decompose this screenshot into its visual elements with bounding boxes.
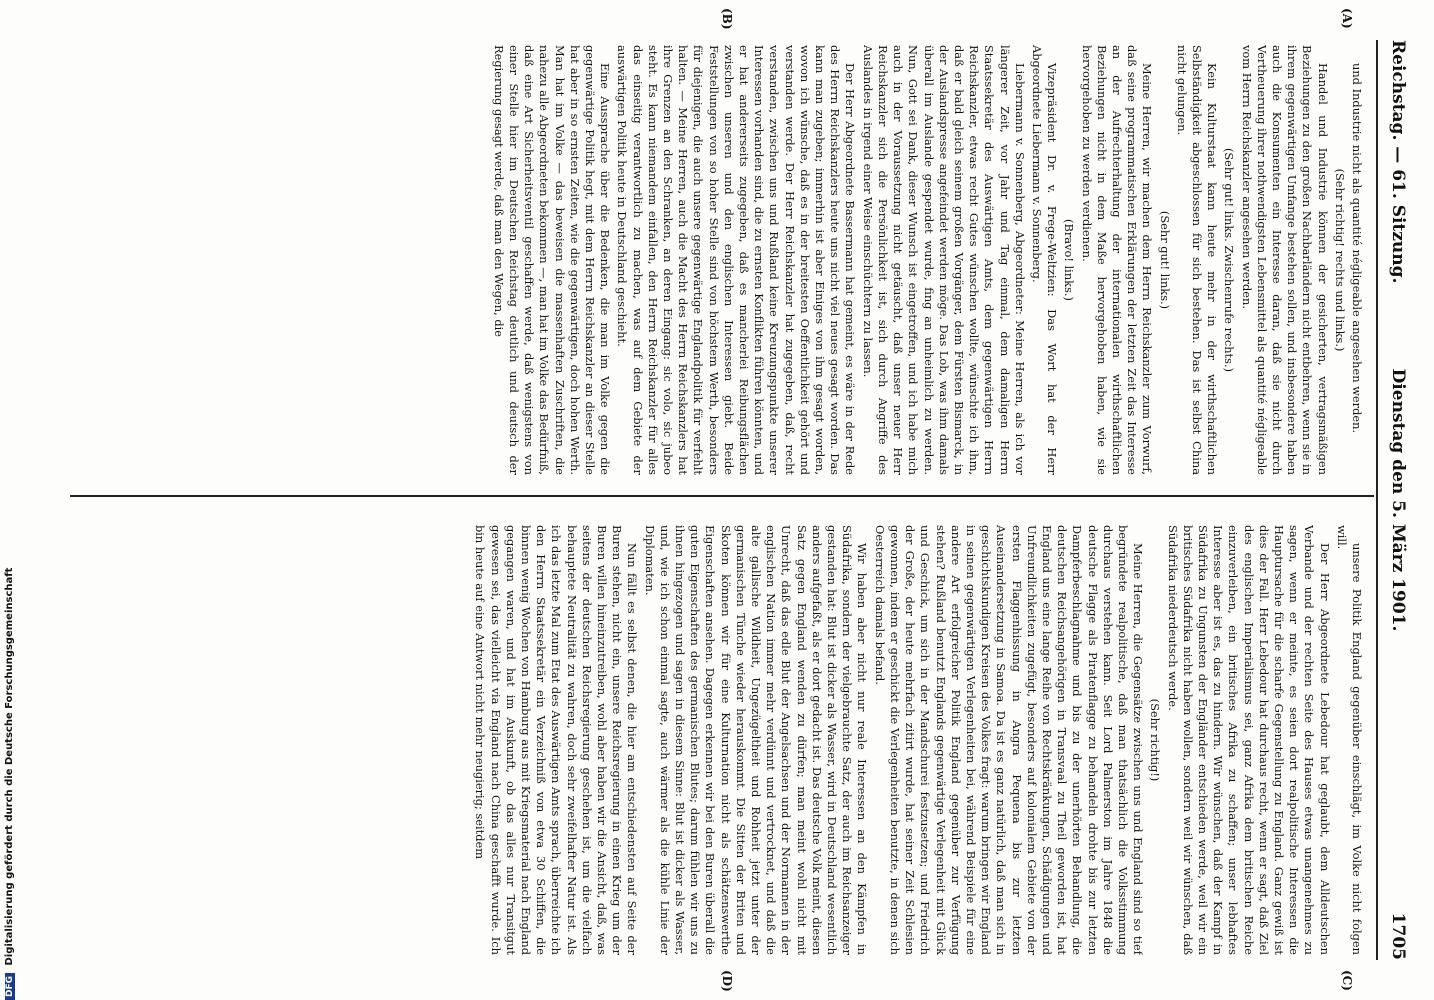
paragraph: Meine Herren, wir machen dem Herrn Reichskanzler zum Vorwurf, daß seine programmatischen Erklärungen der letzten Zeit das Interesse an der Aufrechterhaltung der internationalen wirthschaftlichen Beziehungen nicht in dem Maße hervorgehoben haben, wie sie hervorgehoben zu werden verdienen. (1079, 45, 1155, 475)
paragraph: unsere Politik England gegenüber einschlägt, im Volke nicht folgen will. (1334, 525, 1364, 955)
column-rule (70, 495, 1374, 497)
paragraph: Handel und Industrie können der gesicherten, vertragsmäßigen Beziehungen zu den großen Nachbarländern nicht entbehren, wenn sie in ihrem gegenwärtigen Umfange bestehen sollen, und insbesondere haben auch die Konsumenten ein Interesse daran, daß sie nicht durch Vertheuerung ihrer nothwendigsten Lebensmittel als quantité négligeable vom Herrn Reichskanzler angesehen werden. (1239, 45, 1330, 475)
paragraph: Liebermann v. Sonnenberg, Abgeordneter: Meine Herren, als ich vor längerer Zeit, vor Jahr und Tag einmal, dem damaligen Herrn Staatssekretär des Auswärtigen Amts, dem gegenwärtigen Herrn Reichskanzler, etwas recht Gutes wünschen wollte, wünschte ich ihm, daß er bald gleich seinem großen Vorgänger, dem Fürsten Bismarck, in der Auslandspresse angefeindet werden möge. Das Lob, was ihm damals überall im Auslande gespendet wurde, fing an unheimlich zu werden. Nun, Gott sei Dank, dieser Wunsch ist eingetroffen, und ich habe mich auch in der Voraussetzung nicht getäuscht, daß unser neuer Herr Reichskanzler sich die Persönlichkeit ist, sich durch Angriffe des Auslandes in irgend einer Weise einschüchtern zu lassen. (860, 45, 1027, 475)
paragraph: Eine Aussprache über die Bedenken, die man im Volke gegen die gegenwärtige Politik hegt, mit dem Herrn Reichskanzler an dieser Stelle hat aber in so ernsten Zeiten, wie die gegenwärtigen, doch hohen Werth. Man hat im Volke — das beweisen die massenhaften Zuschriften, die nahezu alle Abgeordneten bekommen —, man hat im Volke das Bedürfniß, daß eine Art Sicherheitsventil geschaffen werde, daß wenigstens von einer Stelle hier im Deutschen Reichstag deutlich und deutsch der Regierung gesagt werde, daß man den Wegen, die (491, 45, 613, 475)
header-date: Dienstag den 5. März 1901. (1388, 368, 1408, 632)
interjection: (Sehr richtig!) (1148, 698, 1163, 782)
interjection: (Sehr gut! links. Zwischenrufe rechts.) (1222, 147, 1237, 373)
credit-text: Digitalisierung gefördert durch die Deutsche Forschungsgemeinschaft (4, 567, 15, 966)
interjection: (Sehr richtig! rechts und links.) (1332, 168, 1347, 352)
header-rule (1376, 40, 1378, 960)
interjection: (Sehr gut! links.) (1157, 210, 1172, 310)
dfg-logo: DFG (5, 973, 15, 1000)
page-header (1382, 40, 1412, 960)
header-page-number: 1705 (1388, 912, 1408, 960)
digitization-credit (0, 8, 20, 997)
text-column-left (70, 45, 1364, 475)
paragraph: Vizepräsident Dr. v. Frege-Weltzien: Das Wort hat der Herr Abgeordnete Liebermann v. Sonnenberg. (1029, 45, 1060, 475)
paragraph: Der Herr Abgeordnete Lebedour hat geglaubt, dem Alldeutschen Verbande und der rechten Seite des Hauses etwas unangenehmes zu sagen, wenn er meinte, es seien dort realpolitische Interessen die Hauptursache für die scharfe Gegenstellung zu England. Ganz gewiß ist dies der Fall. Herr Lebedour hat durchaus recht, wenn er sagt, daß Ziel des englischen Imperialismus sei, ganz Afrika dem britischen Reiche einzuverleiben, ein britisches Afrika zu schaffen; unser lebhaftes Interesse aber ist es, das zu hindern. Wir wünschen, daß der Kampf in Südafrika zu Ungunsten der Engländer entschieden werde, weil wir ein britisches Südafrika nicht haben wollen, sondern weil wir wünschen, daß Südafrika niederdeutsch werde. (1165, 525, 1332, 955)
header-session: Reichstag. — 61. Sitzung. (1388, 40, 1408, 284)
paragraph: Meine Herren, die Gegensätze zwischen uns und England sind so tief begründete realpolitische, daß man thatsächlich die Volksstimmung durchaus verstehen kann. Seit Lord Palmerston im Jahre 1848 die deutsche Flagge als Piratenflagge zu behandeln drohte bis zur letzten Dampferbeschlagnahme und bis zu der unerhörten Behandlung, die deutschen Reichsangehörigen in Transvaal zu Theil geworden ist, hat England uns eine lange Reihe von Rechtskränkungen, Schädigungen und Unfreundlichkeiten zugefügt, besonders auf kolonialem Gebiete von der ersten Flaggenhissung in Angra Pequena bis zur letzten Auseinandersetzung in Samoa. Da ist es ganz natürlich, daß man sich in geschichtskundigen Kreisen des Volkes fragt: warum bringen wir England in seinen gegenwärtigen Verlegenheiten bei, während Beispiele für eine andere Art erfolgreicher Politik England gegenüber zur Verfügung stehen? Rußland benutzt Englands gegenwärtige Verlegenheit mit Glück und Geschick, um sich in der Mandschurei festzusetzen; und Friedrich der Große, der heute mehrfach zitirt wurde, hat seiner Zeit Schlesien gewonnen, indem er geschickt die Verlegenheiten benutzte, in denen sich Oesterreich damals befand. (872, 525, 1146, 955)
paragraph: Wir haben aber nicht nur reale Interessen an den Kämpfen in Südafrika, sondern der vielgebrauchte Satz, der auch im Reichsanzeiger gestanden hat: Blut ist dicker als Wasser, wird in Deutschland wesentlich anders aufgefaßt, als er dort gedacht ist. Das deutsche Volk meint, diesen Satz gegen England wenden zu dürfen; man meint wohl nicht mit Unrecht, daß das edle Blut der Angelsachsen und der Normannen in der englischen Nation immer mehr verdünnt und vertrocknet, und daß die alte gallische Wildheit, Ungezügeltheit und Rohheit jetzt unter der germanischen Tünche wieder herauskommt. Die Sitten der Briten und Skoten können wir für eine Kulturnation nicht als schätzenswerthe Eigenschaften ansehen. Dagegen erkennen wir bei den Buren überall die guten Eigenschaften des germanischen Blutes; darum fühlen wir uns zu ihnen hingezogen und sagen in diesem Sinne: Blut ist dicker als Wasser, und, wie ich schon einmal sagte, auch wärmer als die kühle Linie der Diplomaten. (642, 525, 870, 955)
paragraph: Nun fällt es selbst denen, die hier am entschiedensten auf Seite der Buren stehen, nicht ein, unsere Reichsregierung in einen Krieg um der Buren willen hineinzutreiben, wohl aber haben wir die Ansicht, daß, was seitens der deutschen Reichsregierung geschehen ist, um die vielfach behauptete Neutralität zu wahren, doch sehr zweifelhafter Natur ist. Als ich das letzte Mal zum Etat des Auswärtigen Amts sprach, überreichte ich den Herrn Staatssekretär ein Verzeichniß von etwa 30 Schiffen, die binnen wenig Wochen von Hamburg aus mit Kriegsmaterial nach England gegangen waren, und hat im Auskunft, ob das alles nur Transitgut gewesen sei, das vielleicht via England nach China geschafft wurde. Ich bin heute auf eine Antwort nicht mehr neugierig; seitdem (473, 525, 640, 955)
paragraph: und Industrie nicht als quantité négligeable angesehen werden. (1350, 63, 1364, 434)
paragraph: Kein Kulturstaat kann heute mehr in der wirthschaftlichen Selbständigkeit abgeschlossen für sich bestehen. Das ist selbst China nicht gelungen. (1174, 45, 1220, 475)
interjection: (Bravo! links.) (1062, 219, 1077, 301)
margin-marker-d: (D) (720, 970, 734, 992)
margin-marker-c: (C) (1340, 970, 1354, 991)
margin-marker-b: (B) (720, 8, 734, 30)
margin-marker-a: (A) (1340, 8, 1354, 29)
paragraph: Der Herr Abgeordnete Bassermann hat gemeint, es wäre in der Rede des Herrn Reichskanzlers heute uns nicht viel neues gesagt worden. Das kann man zugeben; immerhin ist aber Einiges von ihm gesagt worden, wovon ich wünsche, daß es in der breitesten Oeffentlichkeit gehört und verstanden werde. Der Herr Reichskanzler hat zugegeben, daß, recht verstanden, zwischen uns und Rußland keine Kreuzungspunkte unserer Interessen vorhanden sind, die zu ernsten Konflikten führen könnten, und er hat andererseits zugegeben, daß es mancherlei Reibungsflächen zwischen unseren und den englischen Interessen giebt. Beide Feststellungen von so hoher Stelle sind von höchstem Werth, besonders für diejenigen, die auch unsere gegenwärtige Englandpolitik für verfehlt halten. — Meine Herren, auch die Macht des Herrn Reichskanzlers hat ihre Grenzen an den Schranken, an deren Eingang: sic volo, sic jubeo steht. Es kann niemandem einfallen, den Herrn Reichskanzler für alles das einseitig verantwortlich zu machen, was auf dem Gebiete der auswärtigen Politik heute in Deutschland geschieht. (615, 45, 858, 475)
text-column-right (70, 525, 1364, 955)
